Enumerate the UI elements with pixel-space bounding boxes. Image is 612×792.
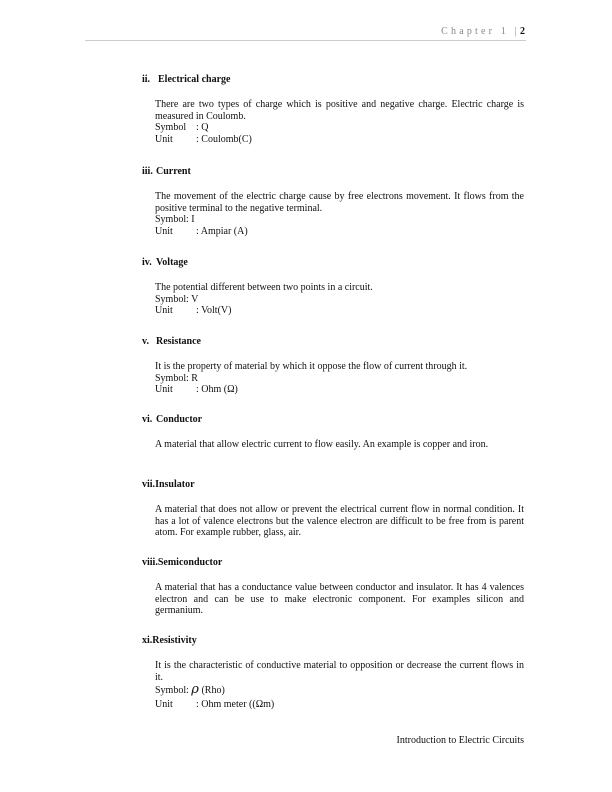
symbol-line	[155, 683, 524, 698]
section-electrical-charge	[142, 74, 524, 145]
symbol-label: Symbol	[155, 214, 187, 226]
section-heading	[142, 257, 524, 269]
symbol-label: Symbol	[155, 122, 187, 134]
section-insulator	[142, 479, 524, 539]
symbol-line	[155, 294, 524, 306]
section-title: Resistivity	[152, 635, 197, 646]
section-heading	[142, 414, 524, 426]
unit-value: : Ampiar (A)	[196, 225, 248, 237]
symbol-line	[155, 373, 524, 385]
section-heading	[142, 74, 524, 86]
symbol-value: : V	[186, 293, 199, 305]
symbol-value: : Q	[196, 122, 209, 134]
section-text: The potential different between two points in a circuit.	[155, 282, 373, 293]
rho-symbol: ρ	[191, 682, 199, 698]
unit-line	[155, 698, 524, 712]
unit-value: : Coulomb(C)	[196, 133, 252, 145]
unit-line	[155, 305, 524, 317]
section-current	[142, 166, 524, 237]
section-title: Conductor	[156, 414, 203, 425]
symbol-value: :	[186, 685, 189, 697]
symbol-label: Symbol	[155, 685, 187, 697]
section-text: A material that does not allow or prevent the electrical current flow in normal condition. It has a lot of valence electrons but the valence electron are difficult to be free from is parent atom. For example rubber, glass, air.	[155, 504, 524, 539]
section-text: A material that has a conductance value between conductor and insulator. It has 4 valences electron and can be use to make electronic component. For examples silicon and germanium.	[155, 582, 524, 617]
section-conductor	[142, 414, 524, 451]
section-resistance	[142, 336, 524, 396]
section-heading	[142, 557, 524, 569]
section-text: The movement of the electric charge cause by free electrons movement. It flows from the positive terminal to the negative terminal.	[155, 191, 524, 214]
symbol-label: Symbol	[155, 372, 187, 384]
section-number: xi.	[142, 635, 153, 646]
symbol-value: : I	[186, 214, 195, 226]
unit-label: Unit	[155, 384, 173, 396]
symbol-value: : R	[186, 372, 198, 384]
unit-label: Unit	[155, 225, 173, 237]
symbol-line	[155, 122, 524, 134]
symbol-label: Symbol	[155, 293, 187, 305]
section-number: iv.	[142, 257, 152, 268]
unit-label: Unit	[155, 699, 173, 711]
unit-line	[155, 226, 524, 238]
section-heading	[142, 635, 524, 647]
header-rule	[85, 40, 526, 41]
section-title: Voltage	[156, 257, 188, 268]
section-voltage	[142, 257, 524, 317]
section-title: Electrical charge	[158, 74, 231, 85]
section-heading	[142, 336, 524, 348]
section-heading	[142, 166, 524, 178]
section-semiconductor	[142, 557, 524, 617]
unit-value: : Ohm (Ω)	[196, 384, 238, 396]
chapter-label: Chapter 1	[441, 26, 510, 37]
section-title: Insulator	[155, 479, 195, 490]
section-heading	[142, 479, 524, 491]
section-title: Current	[156, 166, 191, 177]
symbol-line	[155, 214, 524, 226]
unit-label: Unit	[155, 133, 173, 145]
section-text: It is the characteristic of conductive material to opposition or decrease the current flows in it.	[155, 660, 524, 683]
page-number: 2	[520, 26, 525, 37]
section-title: Semiconductor	[157, 557, 223, 568]
unit-label: Unit	[155, 305, 173, 317]
section-resistivity	[142, 635, 524, 712]
section-number: vii.	[142, 479, 156, 490]
unit-line	[155, 134, 524, 146]
unit-value: : Volt(V)	[196, 305, 232, 317]
section-number: viii.	[142, 557, 158, 568]
section-number: ii.	[142, 74, 151, 85]
section-number: v.	[142, 336, 149, 347]
section-title: Resistance	[156, 336, 201, 347]
section-text: A material that allow electric current to flow easily. An example is copper and iron.	[155, 439, 489, 450]
header-separator: |	[514, 26, 520, 37]
page-footer: Introduction to Electric Circuits	[396, 735, 524, 746]
page-header	[441, 26, 525, 37]
unit-line	[155, 384, 524, 396]
unit-value: : Ohm meter ((Ωm)	[196, 699, 275, 711]
symbol-name: (Rho)	[201, 685, 225, 697]
section-number: iii.	[142, 166, 153, 177]
section-text: There are two types of charge which is positive and negative charge. Electric charge is measured in Coulomb.	[155, 99, 524, 122]
section-text: It is the property of material by which it oppose the flow of current through it.	[155, 361, 468, 372]
section-number: vi.	[142, 414, 153, 425]
